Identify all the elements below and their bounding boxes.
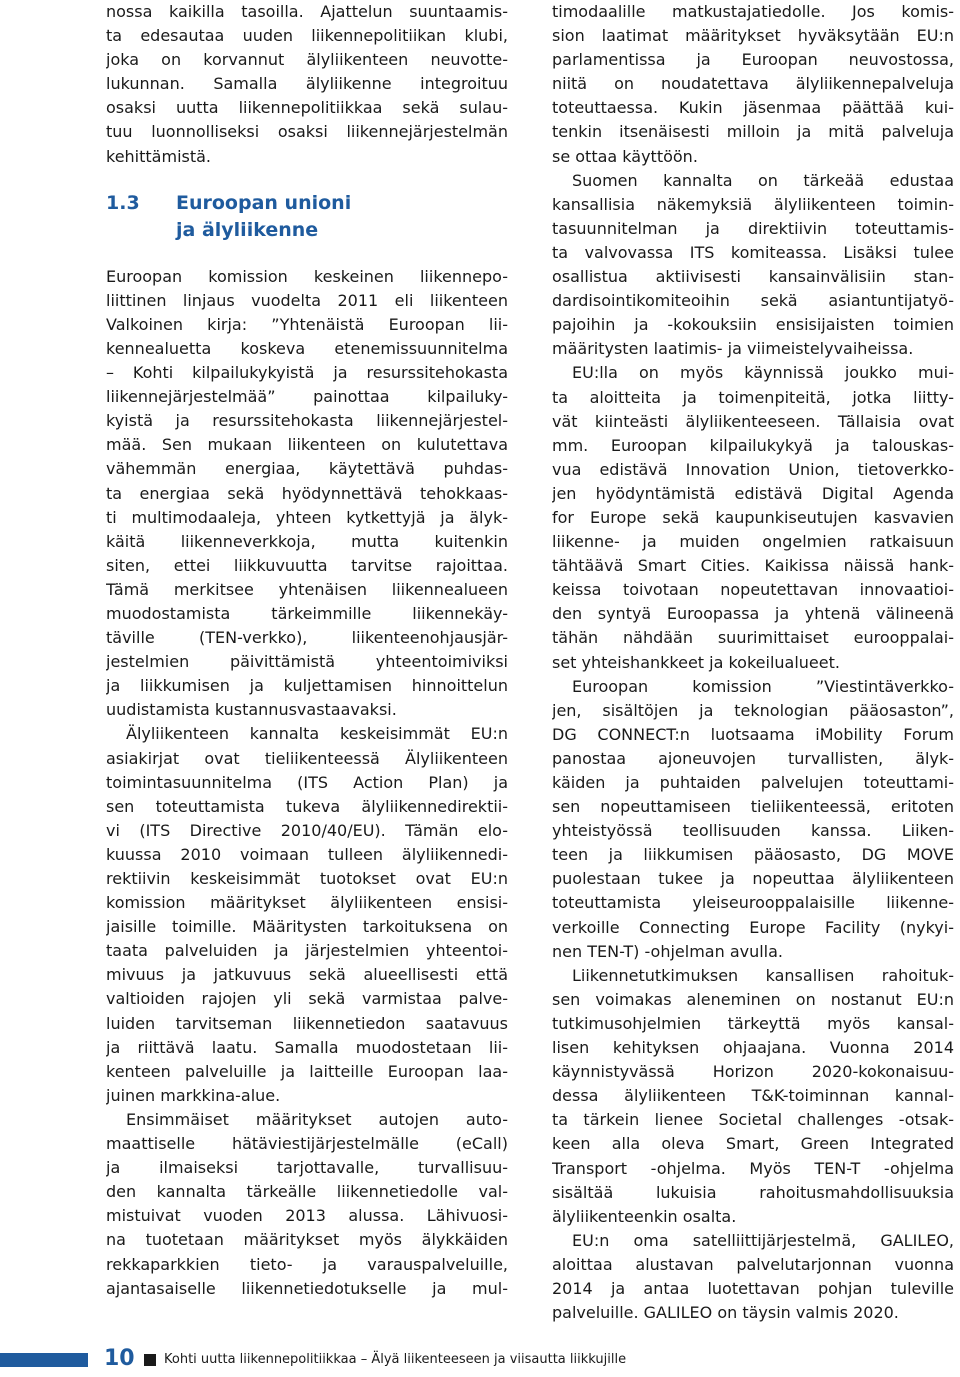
right-column [552, 0, 954, 1325]
text-line: liikennejärjestelmää” painottaa kilpailuky- [106, 387, 508, 407]
text-line: niitä on noudatettava älyliikennepalveluja [552, 74, 954, 94]
text-line: vät kiinteästi älyliikenteeseen. Tällaisia ovat [552, 411, 954, 431]
text-line: tähän nähdään suurimittaiset eurooppalai- [552, 628, 954, 648]
text-line: siten, ettei liikkuvuutta tarvitse rajoittaa. [106, 555, 508, 575]
text-line: sisältää lukuisia rahoitusmahdollisuuksia [552, 1182, 954, 1202]
text-line: ja liikkumisen ja kuljettamisen hinnoittelun [106, 676, 508, 696]
text-line: täville (TEN-verkko), liikenteenohjausjär- [106, 628, 508, 648]
text-line: tenkin itsenäisesti milloin ja mitä palveluja [552, 122, 954, 142]
text-line: kehittämistä. [106, 146, 212, 166]
text-line: rektiivin keskeisimmät tuotokset ovat EU:n [106, 869, 508, 888]
text-line: lisen kehityksen ohjaajana. Vuonna 2014 [552, 1038, 954, 1058]
text-line: mivuus ja jatkuvuus sekä alueellisesti että [106, 965, 508, 985]
text-line: maattiselle hätäviestijärjestelmälle (eCall) [106, 1134, 508, 1154]
text-line: tutkimusohjelmien tärkeyttä myös kansal- [552, 1013, 954, 1033]
text-line: mm. Euroopan kilpailukykyä ja talouskas- [552, 435, 954, 455]
text-line: osaksi uutta liikennepolitiikkaa sekä sulau- [106, 98, 508, 118]
text-line: Euroopan komission ”Viestintäverkko- [572, 676, 954, 696]
section-title-line-2: ja älyliikenne [176, 218, 319, 241]
text-line: taata palveluiden ja järjestelmien yhteentoi- [106, 941, 508, 961]
text-line: nen TEN-T) -ohjelman avulla. [552, 941, 784, 961]
paragraph [106, 722, 508, 1108]
text-line: verkoille Connecting Europe Facility (nykyi- [552, 917, 954, 937]
text-line: Euroopan komission keskeinen liikennepo- [106, 266, 508, 286]
text-line: käiden ja puhtaiden palvelujen toteuttami- [552, 773, 954, 792]
text-line: ajantasaiselle liikennetiedotukselle ja mul- [106, 1278, 508, 1298]
text-line: juinen markkina-alue. [106, 1085, 281, 1105]
text-line: Ensimmäiset määritykset autojen auto- [126, 1109, 508, 1129]
paragraph [552, 169, 954, 362]
text-line: Transport -ohjelma. Myös TEN-T -ohjelma [552, 1158, 954, 1178]
text-line: nossa kaikilla tasoilla. Ajattelun suuntaamis- [106, 2, 508, 21]
text-line: sen toteuttamista tukeva älyliikennedirektii- [106, 796, 508, 816]
page-number: 10 [104, 1346, 135, 1371]
text-line: EU:n oma satelliittijärjestelmä, GALILEO, [572, 1230, 954, 1250]
text-line: timodaalille matkustajatiedolle. Jos komis- [552, 2, 954, 21]
paragraph [552, 675, 954, 964]
text-line: toteuttamista yleiseurooppalaisille liikenne- [552, 893, 954, 913]
text-line: valtioiden rajojen yli sekä varmistaa palve- [106, 989, 508, 1009]
text-line: sen voimakas aleneminen on nostanut EU:n [552, 989, 954, 1009]
text-line: jaisille toimille. Määritysten tarkoituksena on [106, 917, 508, 937]
text-line: tähtäävä Smart Cities. Kaikissa näissä hank- [552, 556, 954, 576]
text-line: liikenne- ja muiden ongelmien ratkaisuun [552, 532, 954, 552]
text-line: rekkaparkkien tieto- ja varauspalveluille, [106, 1254, 508, 1274]
text-line: Suomen kannalta on tärkeää edustaa [572, 170, 954, 190]
text-line: for Europe sekä kaupunkiseutujen kasvavien [552, 507, 954, 527]
text-line: joka on korvannut älyliikenteen neuvotte- [106, 50, 508, 70]
text-line: toimintasuunnitelma (ITS Action Plan) ja [106, 772, 508, 792]
footer-square-icon [144, 1354, 156, 1366]
text-line: pajoihin ja -kokouksiin ensisijaisten toimien [552, 315, 954, 335]
section-number: 1.3 [106, 191, 140, 214]
text-line: parlamentissa ja Euroopan neuvostossa, [552, 50, 954, 70]
paragraph [552, 1229, 954, 1325]
text-line: jen, sisältöjen ja teknologian pääosaston”, [552, 700, 954, 720]
text-line: aloittaa alustavan palvelutarjonnan vuonna [552, 1254, 954, 1274]
text-line: luiden tarvitseman liikennetiedon saatavuus [106, 1013, 508, 1033]
paragraph [552, 361, 954, 674]
text-line: ja ilmaiseksi tarjottavalle, turvallisuu- [106, 1158, 508, 1178]
text-line: osallistua aktiivisesti kansainvälisiin stan- [552, 267, 954, 287]
text-line: set yhteishankkeet ja kokeilualueet. [552, 652, 840, 672]
text-line: – Kohti kilpailukykyistä ja resurssitehokasta [106, 363, 508, 383]
text-line: puolestaan tukee ja nopeuttaa älyliikenteen [552, 869, 954, 889]
text-line: käynnistyvässä Horizon 2020-kokonaisuu- [552, 1062, 954, 1082]
text-line: kuussa 2010 voimaan tulleen älyliikennedi- [106, 844, 508, 864]
text-line: Valkoinen kirja: ”Yhtenäistä Euroopan lii- [106, 314, 508, 334]
text-line: Tämä merkitsee yhtenäisen liikennealueen [106, 579, 508, 599]
text-line: vua edistävä Innovation Union, tietoverkko- [552, 459, 954, 479]
text-line: määritysten laatimis- ja viimeistelyvaiheissa. [552, 339, 914, 359]
text-line: kennealuetta koskeva etenemissuunnitelma [106, 338, 508, 358]
text-line: ta tärkein lienee Societal challenges -otsak- [552, 1110, 954, 1130]
text-line: jen hyödyntämistä edistävä Digital Agenda [552, 483, 954, 503]
text-line: teen ja liikkumisen pääosasto, DG MOVE [552, 845, 954, 865]
text-line: muodostamista tärkeimmille liikennekäy- [106, 603, 508, 623]
text-line: Älyliikenteen kannalta keskeisimmät EU:n [126, 724, 508, 744]
intro-paragraph [106, 0, 508, 169]
paragraph [106, 1108, 508, 1301]
paragraph [552, 964, 954, 1229]
text-line: EU:lla on myös käynnissä joukko mui- [572, 363, 954, 383]
text-line: sen nopeuttamiseen tieliikenteessä, eritoten [552, 797, 954, 817]
text-line: ta valvovassa ITS komiteassa. Lisäksi tulee [552, 242, 954, 262]
text-line: asiakirjat ovat tieliikenteessä Älyliikenteen [106, 748, 508, 768]
text-line: den kannalta tärkeälle liikennetiedolle val- [106, 1182, 508, 1202]
text-line: toteuttaessa. Kukin jäsenmaa päättää kui- [552, 98, 954, 118]
text-line: ta energiaa sekä hyödynnettävä tehokkaas- [106, 483, 508, 503]
text-line: tasuunnitelman ja direktiivin toteuttamis- [552, 218, 954, 238]
left-column [106, 0, 508, 1301]
running-title: Kohti uutta liikennepolitiikkaa – Älyä liikenteeseen ja viisautta liikkujille [164, 1352, 627, 1367]
text-line: keen alla oleva Smart, Green Integrated [552, 1134, 954, 1154]
section-heading [106, 190, 508, 244]
text-line: kansallisia näkemyksiä älyliikenteen toimin- [552, 194, 954, 214]
text-line: sion laatimat määritykset hyväksytään EU:n [552, 26, 954, 46]
text-line: mää. Sen mukaan liikenteen on kulutettava [106, 435, 508, 455]
text-line: liittinen linjaus vuodelta 2011 eli liikenteen [106, 290, 508, 310]
text-line: käitä liikenneverkkoja, mutta kuitenkin [106, 531, 508, 551]
text-line: den syntyä Euroopassa ja yhtenä välineenä [552, 604, 954, 624]
text-line: älyliikenteenkin osalta. [552, 1206, 737, 1226]
text-line: dessa älyliikenteen T&K-toiminnan kannal- [552, 1086, 954, 1106]
text-line: kyistä ja resurssitehokasta liikennejärjestel- [106, 411, 508, 431]
page-footer [0, 1346, 960, 1377]
text-line: keissa toivotaan nopeutettavan innovaatioi- [552, 580, 954, 600]
paragraph [106, 265, 508, 723]
text-line: ja riittävä laatu. Samalla muodostetaan lii- [106, 1037, 508, 1057]
text-line: se ottaa käyttöön. [552, 146, 698, 166]
text-line: kenteen palveluille ja laitteille Euroopan laa- [106, 1061, 508, 1081]
text-line: komission määritykset älyliikenteen ensisi- [106, 893, 508, 913]
text-line: jestelmien päivittämistä yhteentoimiviksi [106, 652, 508, 672]
text-line: tuu luonnolliseksi osaksi liikennejärjestelmän [106, 122, 508, 142]
text-line: 2014 ja antaa luotettavan pohjan tuleville [552, 1278, 954, 1298]
text-line: na tuotetaan määritykset myös älykkäiden [106, 1230, 508, 1250]
section-title-line-1: Euroopan unioni [176, 191, 352, 214]
paragraph [552, 0, 954, 169]
text-line: uudistamista kustannusvastaavaksi. [106, 700, 397, 720]
text-line: ta edesautaa uuden liikennepolitiikan klubi, [106, 26, 508, 46]
text-line: ta aloitteita ja toimenpiteitä, jotka liitty- [552, 387, 954, 407]
text-line: vi (ITS Directive 2010/40/EU). Tämän elo- [106, 820, 508, 840]
text-line: palveluille. GALILEO on täysin valmis 2020. [552, 1303, 899, 1323]
text-line: mistuivat vuoden 2013 alussa. Lähivuosi- [106, 1206, 508, 1226]
text-line: vähemmän energiaa, käytettävä puhdas- [106, 459, 508, 479]
footer-accent-bar [0, 1353, 88, 1367]
text-line: lukunnan. Samalla älyliikenne integroituu [106, 74, 508, 94]
text-line: ti multimodaaleja, yhteen kytkettyjä ja älyk- [106, 507, 508, 527]
text-line: dardisointikomiteoihin sekä asiantuntijatyö- [552, 291, 954, 311]
text-line: yhteistyössä teollisuuden kanssa. Liiken- [552, 821, 954, 841]
text-line: DG CONNECT:n luotsaama iMobility Forum [552, 724, 954, 744]
text-line: panostaa ajoneuvojen turvallisten, älyk- [552, 748, 954, 768]
text-line: Liikennetutkimuksen kansallisen rahoituk- [572, 965, 954, 985]
